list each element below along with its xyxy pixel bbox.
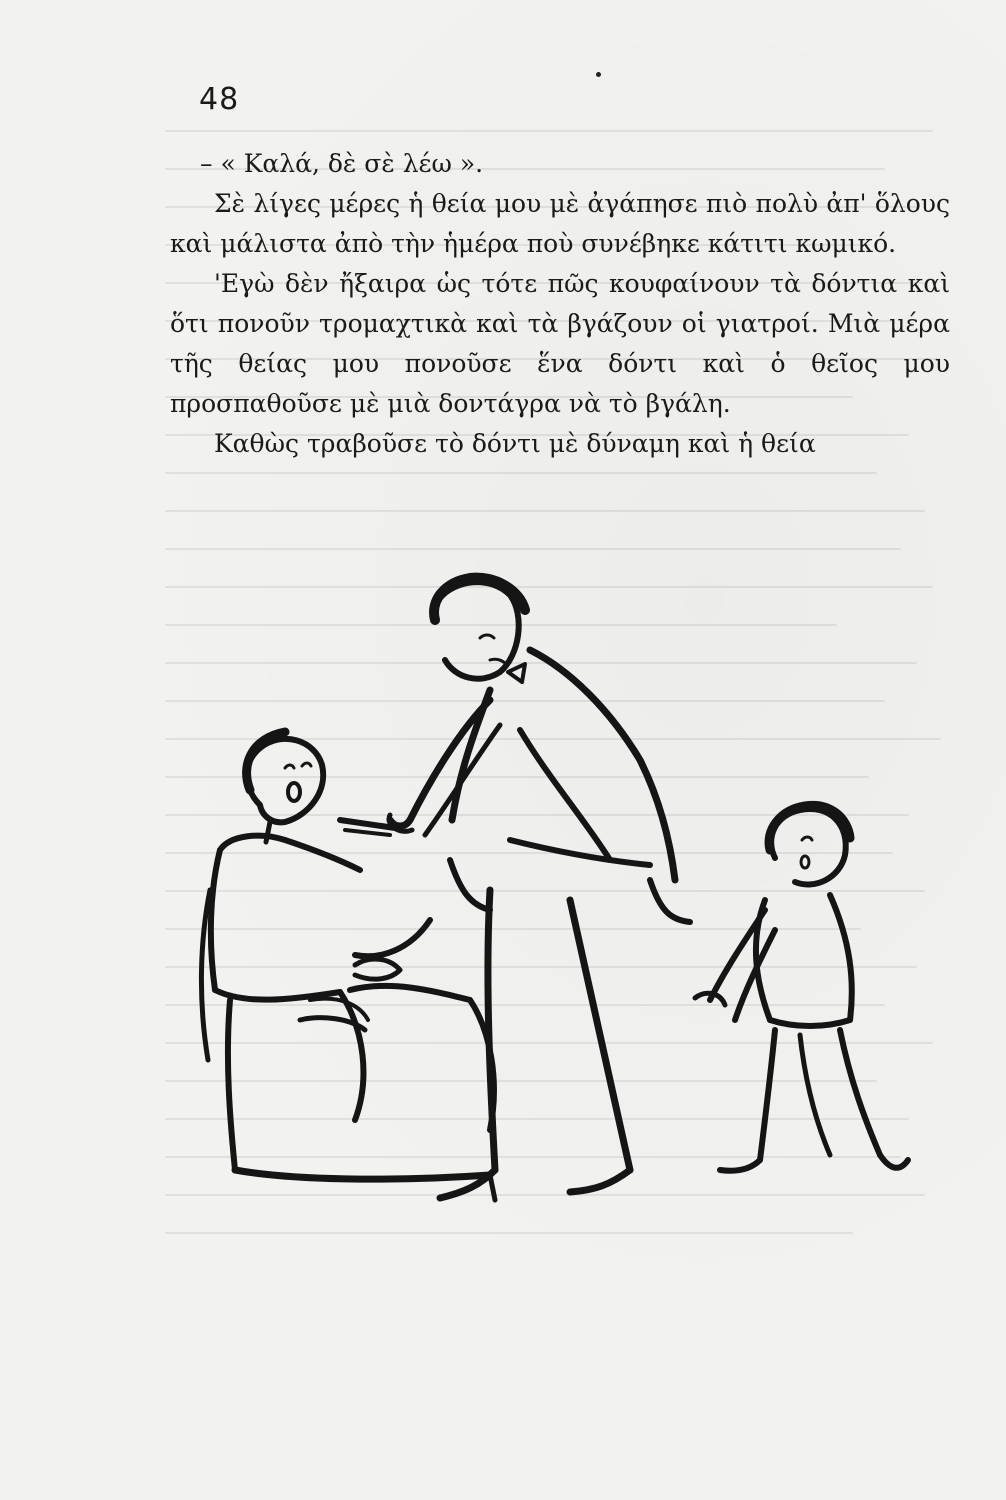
seated-aunt (201, 732, 495, 1200)
paragraph: 'Εγὼ δὲν ἤξαιρα ὡς τότε πῶς κουφαίνουν τὰ δόντια καὶ ὅτι πονοῦν τρομαχτικὰ καὶ τὰ βγάζουν οἱ γιατροί. Μιὰ μέρα τῆς θείας μου πονοῦσε ἕνα δόντι καὶ ὁ θεῖος μου προσπαθοῦσε μὲ μιὰ δοντάγρα νὰ τὸ βγάλη. (170, 269, 950, 418)
pulling-boy (695, 805, 908, 1170)
body-text (170, 144, 950, 464)
page-number: 48 (199, 82, 240, 117)
standing-uncle (340, 578, 690, 1198)
print-speck (596, 72, 601, 77)
paragraph: Σὲ λίγες μέρες ἡ θεία μου μὲ ἀγάπησε πιὸ πολὺ ἀπ' ὅλους καὶ μάλιστα ἀπὸ τὴν ἡμέρα ποὺ συνέβηκε κάτιτι κωμικό. (170, 189, 950, 258)
ink-drawing (190, 560, 930, 1320)
dialogue-line: – « Καλά, δὲ σὲ λέω ». (200, 149, 484, 178)
illustration (190, 560, 930, 1320)
paragraph: Καθὼς τραβοῦσε τὸ δόντι μὲ δύναμη καὶ ἡ θεία (214, 429, 816, 458)
